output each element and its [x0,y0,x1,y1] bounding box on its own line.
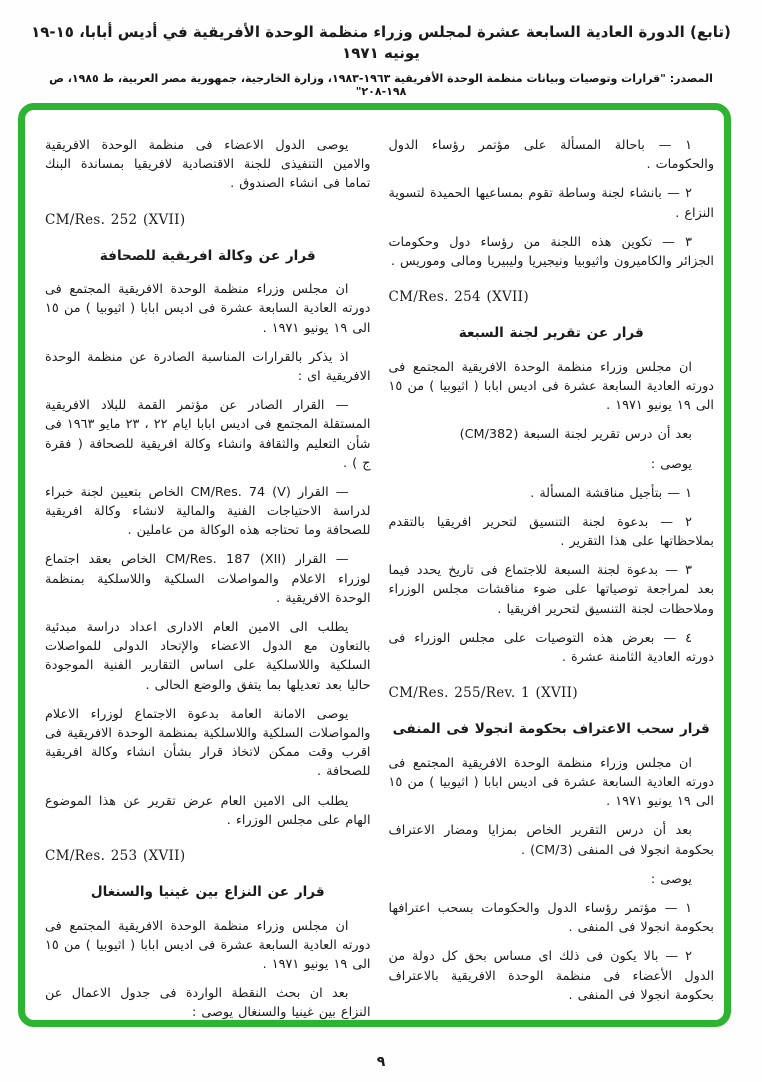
resolution-heading: قرار عن النزاع بين غينيا والسنغال [90,884,325,901]
column-right [45,136,371,1020]
resolution-ref-code: CM/Res. 253 (XVII) [45,847,186,864]
source-citation: المصدر: "قرارات وتوصيات وبيانات منظمة الوحدة الأفريقية ١٩٦٣-١٩٨٣، وزارة الخارجية، جمهورية مصر العربية، ط ١٩٨٥، ص ١٩٨-٢٠٨" [49,72,713,98]
resolution-list-item: ١ — باحالة المسألة على مؤتمر رؤساء الدول والحكومات . [388,138,714,173]
resolution-ref-code: CM/Res. 252 (XVII) [45,211,186,228]
resolution-heading: قرار عن وكالة افريقية للصحافة [99,247,316,264]
resolution-paragraph: يوصى : [650,456,692,472]
resolution-paragraph: اذ يذكر بالقرارات المناسبة الصادرة عن منظمة الوحدة الافريقية اى : [45,349,371,384]
resolution-paragraph: ان مجلس وزراء منظمة الوحدة الافريقية المجتمع فى دورته العادية السابعة عشرة فى اديس ابابا ( اثيوبيا ) من ١٥ الى ١٩ يونيو ١٩٧١ . [45,282,371,336]
session-title: (تابع) الدورة العادية السابعة عشرة لمجلس وزراء منظمة الوحدة الأفريقية في أديس أبابا، ١٥-١٩ يونيه ١٩٧١ [31,23,731,62]
resolution-list-item: — القرار الصادر عن مؤتمر القمة للبلاد الافريقية المستقلة المجتمع فى اديس ابابا ايام ٢٢ ، ٢٣ مايو ١٩٦٣ فى شأن التعليم والثقافة وانشاء وكالة افريقية للصحافة ( فقرة ج ) . [45,398,371,471]
resolution-paragraph: يطلب الى الامين العام عرض تقرير عن هذا الموضوع الهام على مجلس الوزراء . [45,793,371,828]
resolution-paragraph: ان مجلس وزراء منظمة الوحدة الافريقية المجتمع فى دورته العادية السابعة عشرة فى اديس ابابا ( اثيوبيا ) من ١٥ الى ١٩ يونيو ١٩٧١ . [388,359,714,414]
text-columns [25,110,724,1020]
resolution-list-item: ٤ — بعرض هذه التوصيات على مجلس الوزراء فى دورته العادية الثامنة عشرة . [388,630,714,666]
page-number: ٩ [376,1054,386,1070]
resolution-paragraph: يوصى : [650,871,692,887]
resolution-list-item: ٢ — بانشاء لجنة وساطة تقوم بمساعيها الحميدة لتسوية النزاع . [388,186,714,221]
resolution-list-item: ٢ — بالا يكون فى ذلك اى مساس بحق كل دولة من الدول الأعضاء فى منظمة الوحدة الافريقية بالاعتراف بحكومة انجولا فى المنفى . [388,949,714,1003]
resolution-heading: قرار عن تقرير لجنة السبعة [458,325,644,342]
resolution-paragraph: يطلب الى الامين العام الادارى اعداد دراسة مبدئية بالتعاون مع الدول الاعضاء والإتحاد الدولى للمواصلات السلكية واللاسلكية على اساس التقارير الفنية الموجودة حاليا بعد تعديلها بما يتفق والوضع الحالى . [45,620,371,693]
document-border [18,103,731,1027]
resolution-paragraph: بعد أن درس تقرير لجنة السبعة (CM/382) [459,427,692,443]
resolution-paragraph: ان مجلس وزراء منظمة الوحدة الافريقية المجتمع فى دورته العادية السابعة عشرة فى اديس ابابا ( اثيوبيا ) من ١٥ الى ١٩ يونيو ١٩٧١ . [45,918,371,972]
resolution-list-item: — القرار CM/Res. 74 (V) الخاص بتعيين لجنة خبراء لدراسة الاحتياجات الفنية والمالية لانشاء وكالة افريقية للصحافة وما تحتاجه هذه الوكالة من عاملين . [45,484,371,539]
resolution-paragraph: بعد ان بحث النقطة الواردة فى جدول الاعمال عن النزاع بين غينيا والسنغال يوصى : [45,986,371,1020]
page-header [0,22,762,98]
resolution-ref-code: CM/Res. 255/Rev. 1 (XVII) [388,685,578,702]
resolution-list-item: ١ — بتأجيل مناقشة المسألة . [530,485,692,501]
resolution-paragraph: ان مجلس وزراء منظمة الوحدة الافريقية المجتمع فى دورته العادية السابعة عشرة فى اديس ابابا ( اثيوبيا ) من ١٥ الى ١٩ يونيو ١٩٧١ . [388,755,714,810]
resolution-list-item: ٢ — بدعوة لجنة التنسيق لتحرير افريقيا بالتقدم بملاحظاتها على هذا التقرير . [388,514,714,550]
resolution-paragraph: يوصى الدول الاعضاء فى منظمة الوحدة الافريقية والامين التنفيذى للجنة الاقتصادية لافريقيا بمساندة البنك تماما فى انشاء الصندوق . [45,138,371,192]
column-left [389,136,715,1006]
resolution-paragraph: بعد أن درس التقرير الخاص بمزايا ومضار الاعتراف بحكومة انجولا فى المنفى (CM/3) . [388,823,714,858]
resolution-list-item: — القرار CM/Res. 187 (XII) الخاص بعقد اجتماع لوزراء الاعلام والمواصلات السلكية واللاسلكية بمنظمة الوحدة الافريقية . [45,552,371,606]
resolution-list-item: ٣ — بدعوة لجنة السبعة للاجتماع فى تاريخ يحدد فيما بعد لمراجعة توصياتها على ضوء مناقشات مجلس الوزراء وملاحظات لجنة التنسيق لتحرير افريقيا . [388,563,714,617]
resolution-heading: قرار سحب الاعتراف بحكومة انجولا فى المنفى [392,721,710,738]
resolution-list-item: ٣ — تكوين هذه اللجنة من رؤساء دول وحكومات الجزائر والكاميرون واثيوبيا ونيجيريا وليبيريا ومالى وموريس . [388,234,714,269]
resolution-ref-code: CM/Res. 254 (XVII) [388,289,529,306]
resolution-list-item: ١ — مؤتمر رؤساء الدول والحكومات بسحب اعترافها بحكومة انجولا فى المنفى . [388,900,714,936]
resolution-paragraph: يوصى الامانة العامة بدعوة الاجتماع لوزراء الاعلام والمواصلات السلكية واللاسلكية بمنظمة الوحدة الافريقية فى اقرب وقت ممكن لاتخاذ قرار بشأن انشاء وكالة افريقية للصحافة . [45,706,371,780]
